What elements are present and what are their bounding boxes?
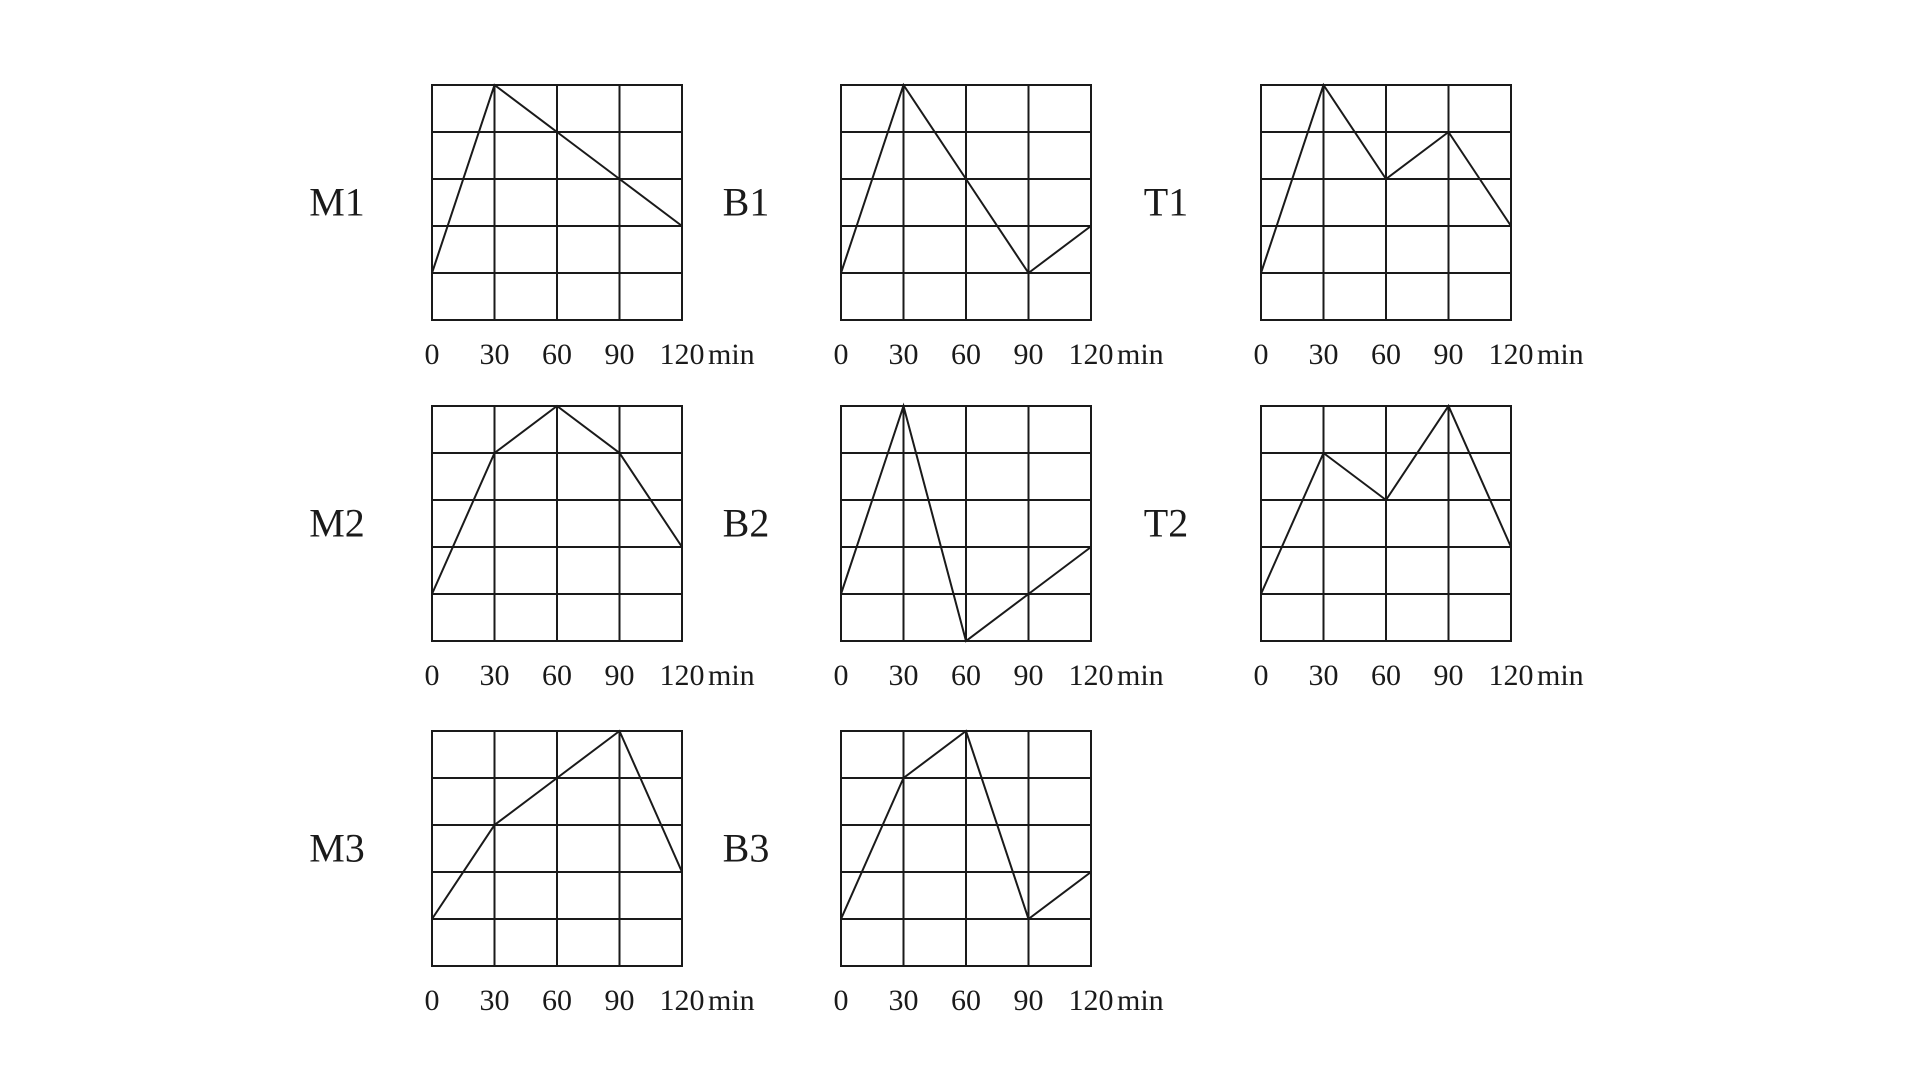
x-tick-label: 30: [479, 984, 510, 1017]
x-tick-label: 60: [542, 338, 572, 371]
x-unit-label: min: [708, 984, 755, 1017]
chart-panel-m2: [309, 406, 754, 692]
x-tick-label: 30: [888, 338, 919, 371]
x-tick-label: 30: [888, 659, 919, 692]
x-tick-label: 0: [833, 659, 849, 692]
x-unit-label: min: [1537, 338, 1584, 371]
x-unit-label: min: [1117, 984, 1164, 1017]
x-tick-label: 0: [833, 338, 849, 371]
x-tick-label: 60: [951, 338, 981, 371]
x-tick-label: 120: [659, 659, 705, 692]
x-unit-label: min: [1117, 338, 1164, 371]
x-tick-label: 120: [1068, 984, 1114, 1017]
x-tick-label: 90: [1433, 338, 1464, 371]
panel-label-m3: M3: [309, 825, 365, 871]
chart-panel-b3: [723, 731, 1164, 1017]
x-tick-label: 60: [542, 984, 572, 1017]
x-tick-label: 90: [1433, 659, 1464, 692]
x-unit-label: min: [1537, 659, 1584, 692]
x-tick-label: 30: [479, 659, 510, 692]
x-tick-label: 0: [1253, 338, 1269, 371]
x-tick-label: 120: [1488, 659, 1534, 692]
x-tick-label: 120: [659, 984, 705, 1017]
x-tick-label: 30: [479, 338, 510, 371]
panel-label-t1: T1: [1143, 179, 1189, 225]
x-tick-label: 120: [1068, 338, 1114, 371]
chart-panel-m3: [309, 731, 754, 1017]
x-tick-label: 90: [604, 338, 635, 371]
x-tick-label: 90: [1013, 659, 1044, 692]
x-tick-label: 120: [1068, 659, 1114, 692]
x-unit-label: min: [1117, 659, 1164, 692]
x-tick-label: 0: [424, 984, 440, 1017]
chart-panel-b1: [723, 85, 1164, 371]
chart-panel-b2: [723, 406, 1164, 692]
x-tick-label: 90: [1013, 984, 1044, 1017]
panel-label-m1: M1: [309, 179, 365, 225]
panel-label-m2: M2: [309, 500, 365, 546]
x-tick-label: 90: [604, 659, 635, 692]
chart-panel-m1: [309, 85, 754, 371]
x-tick-label: 120: [1488, 338, 1534, 371]
panel-label-t2: T2: [1143, 500, 1189, 546]
chart-panel-t2: [1144, 406, 1584, 692]
x-tick-label: 30: [1308, 338, 1339, 371]
panel-label-b3: B3: [722, 825, 770, 871]
x-tick-label: 60: [951, 984, 981, 1017]
x-tick-label: 90: [604, 984, 635, 1017]
panel-label-b1: B1: [722, 179, 770, 225]
x-tick-label: 60: [951, 659, 981, 692]
x-tick-label: 60: [1371, 338, 1401, 371]
x-unit-label: min: [708, 338, 755, 371]
panel-label-b2: B2: [722, 500, 770, 546]
x-tick-label: 0: [424, 338, 440, 371]
x-tick-label: 30: [888, 984, 919, 1017]
x-tick-label: 60: [542, 659, 572, 692]
x-tick-label: 0: [424, 659, 440, 692]
x-tick-label: 0: [833, 984, 849, 1017]
x-tick-label: 30: [1308, 659, 1339, 692]
x-tick-label: 90: [1013, 338, 1044, 371]
chart-panel-t1: [1144, 85, 1584, 371]
x-tick-label: 0: [1253, 659, 1269, 692]
x-unit-label: min: [708, 659, 755, 692]
x-tick-label: 120: [659, 338, 705, 371]
x-tick-label: 60: [1371, 659, 1401, 692]
